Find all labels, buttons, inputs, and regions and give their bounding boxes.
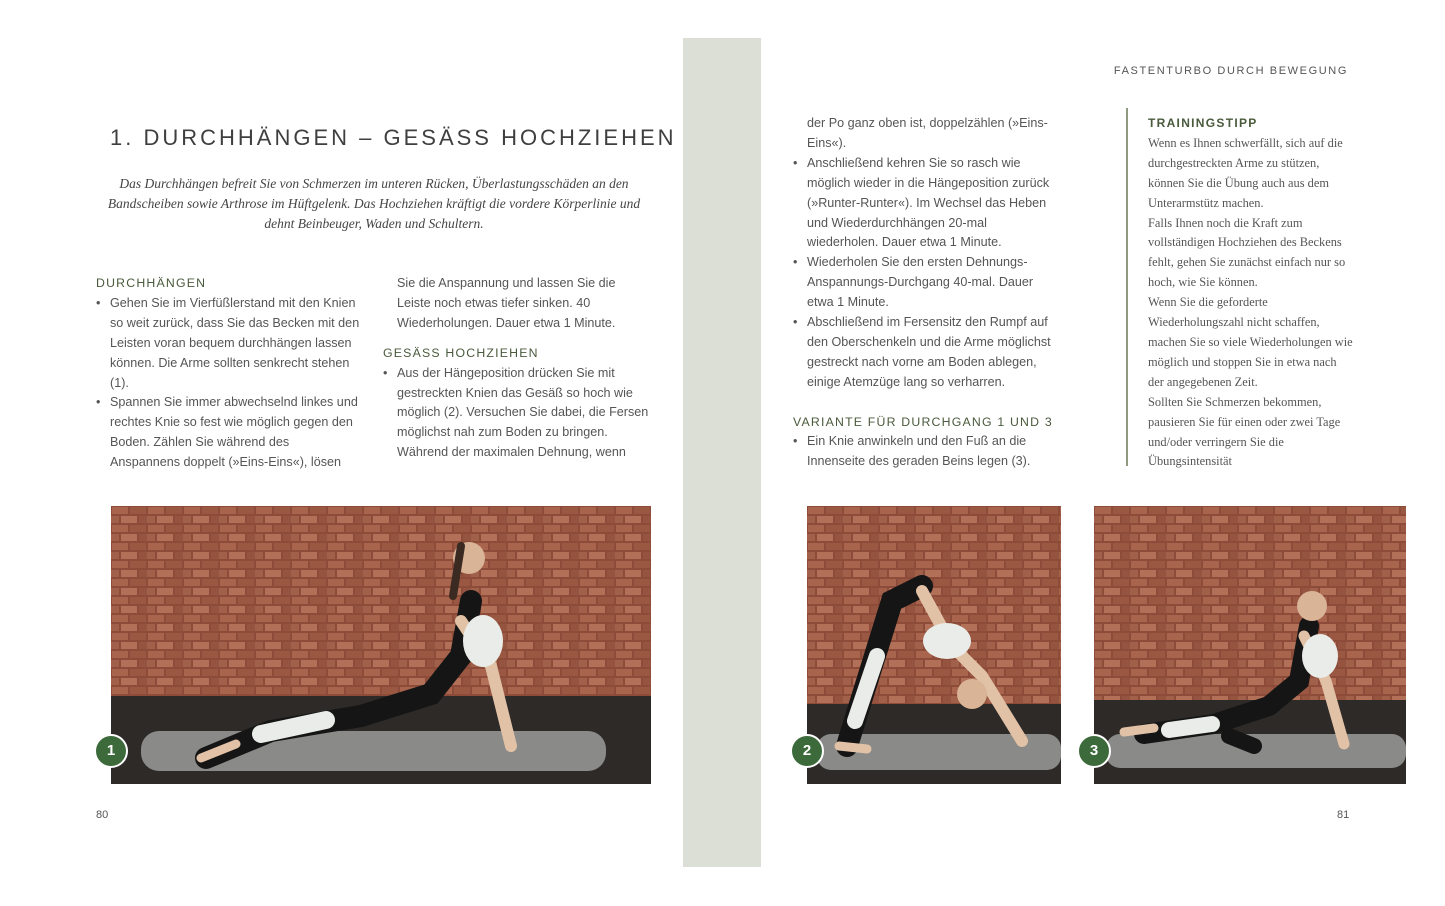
column-3 bbox=[793, 114, 1061, 472]
heading-variante: VARIANTE FÜR DURCHGANG 1 UND 3 bbox=[793, 414, 1053, 429]
list-item: • Aus der Hängeposition drücken Sie mit gestreckten Knien das Gesäß so hoch wie möglich (2). Versuchen Sie dabei, die Fersen möglichst nah zum Boden zu bringen. Während der maximalen Dehnung, wenn bbox=[383, 364, 651, 464]
heading-gesaess-hochziehen: GESÄSS HOCHZIEHEN bbox=[383, 345, 539, 360]
column-2 bbox=[383, 274, 651, 463]
list-item: • Abschließend im Fersensitz den Rumpf auf den Oberschenkeln und die Arme möglichst gestreckt nach vorne am Boden ablegen, einige Atemzüge lang so verharren. bbox=[793, 313, 1061, 393]
photo-pose-1 bbox=[111, 506, 651, 784]
tip-paragraph: Falls Ihnen noch die Kraft zum vollständigen Hochziehen des Beckens fehlt, gehen Sie zunächst einfach nur so hoch, wie Sie können. bbox=[1148, 215, 1346, 290]
page-gutter bbox=[683, 38, 761, 867]
photo-pose-2 bbox=[807, 506, 1061, 784]
training-tip bbox=[1148, 114, 1353, 472]
continued-text: Sie die Anspannung und lassen Sie die Leiste noch etwas tiefer sinken. 40 Wiederholungen. Dauer etwa 1 Minute. bbox=[397, 276, 616, 330]
list-item: • Ein Knie anwinkeln und den Fuß an die Innenseite des geraden Beins legen (3). bbox=[793, 432, 1061, 472]
column-1 bbox=[96, 274, 362, 473]
list-item: • Gehen Sie im Vierfüßlerstand mit den Knien so weit zurück, dass Sie das Becken mit den Leisten voran bequem durchhängen lassen können. Die Arme sollten senkrecht stehen (1). bbox=[96, 294, 362, 394]
tip-paragraph: Wenn es Ihnen schwerfällt, sich auf die durchgestreckten Arme zu stützen, können Sie die Übung auch aus dem Unterarmstütz machen. bbox=[1148, 135, 1343, 210]
running-head: FASTENTURBO DURCH BEWEGUNG bbox=[1113, 65, 1348, 77]
page-number-left: 80 bbox=[96, 809, 109, 821]
badge-1: 1 bbox=[94, 734, 128, 768]
section-title: 1. DURCHHÄNGEN – GESÄSS HOCHZIEHEN bbox=[110, 125, 677, 150]
list-item: • Anschließend kehren Sie so rasch wie möglich wieder in die Hängeposition zurück (»Runter-Runter«). Im Wechsel das Heben und Wiederdurchhängen 20-mal wiederholen. Dauer etwa 1 Minute. bbox=[793, 154, 1061, 254]
badge-3: 3 bbox=[1077, 734, 1111, 768]
tip-paragraph: Sollten Sie Schmerzen bekommen, pausieren Sie für einen oder zwei Tage und/oder verringern Sie die Übungsintensität bbox=[1148, 394, 1341, 469]
continued-text: der Po ganz oben ist, doppelzählen (»Eins-Eins«). bbox=[807, 116, 1048, 150]
page-number-right: 81 bbox=[1337, 809, 1350, 821]
tip-heading: TRAININGSTIPP bbox=[1148, 116, 1258, 130]
list-item: • Wiederholen Sie den ersten Dehnungs-Anspannungs-Durchgang 40-mal. Dauer etwa 1 Minute. bbox=[793, 253, 1061, 313]
heading-durchhaengen: DURCHHÄNGEN bbox=[96, 276, 207, 290]
badge-2: 2 bbox=[790, 734, 824, 768]
list-item: • Spannen Sie immer abwechselnd linkes und rechtes Knie so fest wie möglich gegen den Boden. Zählen Sie während des Anspannens doppelt (»Eins-Eins«), lösen bbox=[96, 393, 362, 473]
intro-text: Das Durchhängen befreit Sie von Schmerzen im unteren Rücken, Überlastungsschäden an den Bandscheiben sowie Arthrose im Hüftgelenk. Das Hochziehen kräftigt die vordere Körperlinie und dehnt Beinbeuger, Waden und Schultern. bbox=[107, 176, 641, 231]
photo-pose-3 bbox=[1094, 506, 1406, 784]
tip-paragraph: Wenn Sie die geforderte Wiederholungszahl nicht schaffen, machen Sie so viele Wiederholungen wie möglich und stoppen Sie in etwa nach der angegebenen Zeit. bbox=[1148, 295, 1353, 389]
